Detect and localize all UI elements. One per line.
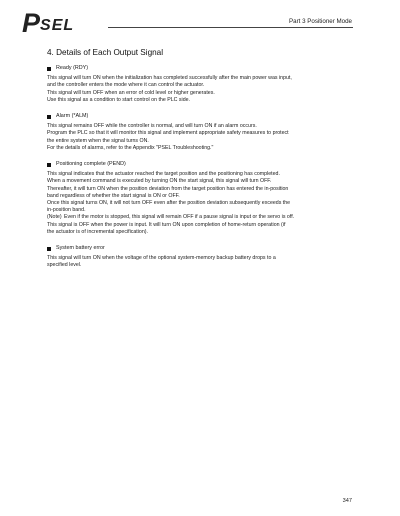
body-line: This signal is OFF when the power is input. It will turn ON upon completion of home-return operation (if bbox=[47, 221, 286, 228]
section-header: Part 3 Positioner Mode bbox=[289, 18, 352, 25]
square-bullet-icon bbox=[47, 163, 51, 167]
body-line: in-position band. bbox=[47, 207, 86, 214]
note-label: (Note) bbox=[47, 214, 62, 221]
item-heading bbox=[47, 65, 359, 72]
item-title: System battery error bbox=[56, 245, 105, 252]
item-ready bbox=[47, 65, 359, 104]
square-bullet-icon bbox=[47, 67, 51, 71]
item-alarm bbox=[47, 113, 359, 152]
item-positioning-complete bbox=[47, 161, 359, 236]
body-line: and the controller enters the mode where it can control the actuator. bbox=[47, 82, 205, 89]
body-line: Program the PLC so that it will monitor this signal and implement appropriate safety measures to protect bbox=[47, 130, 289, 137]
document-body bbox=[47, 65, 359, 279]
item-title: Ready (RDY) bbox=[56, 65, 89, 71]
body-line: This signal will turn ON when the initialization has completed successfully after the main power was input, bbox=[47, 75, 292, 82]
body-line: Once this signal turns ON, it will not turn OFF even after the position deviation subsequently exceeds the bbox=[47, 200, 291, 207]
body-line: band regardless of whether the start signal is ON or OFF. bbox=[47, 192, 180, 199]
item-heading bbox=[47, 245, 359, 252]
logo-letters-sel: SEL bbox=[40, 17, 75, 34]
body-line: specified level. bbox=[47, 262, 82, 269]
body-line: Thereafter, it will turn ON when the position deviation from the target position has entered the in-position bbox=[47, 185, 289, 192]
note-text: Even if the motor is stopped, this signal will remain OFF if a pause signal is input or the servo is off. bbox=[64, 214, 295, 221]
body-line: This signal indicates that the actuator reached the target position and the positioning has completed. bbox=[47, 171, 280, 178]
note bbox=[47, 214, 359, 221]
body-line: This signal will turn OFF when an error of cold level or higher generates. bbox=[47, 89, 215, 96]
body-line: This signal will turn ON when the voltage of the optional system-memory backup battery drops to a bbox=[47, 255, 276, 262]
body-line: Use this signal as a condition to start control on the PLC side. bbox=[47, 96, 190, 103]
body-line: the actuator is of incremental specification). bbox=[47, 228, 148, 235]
square-bullet-icon bbox=[47, 115, 51, 119]
header-divider bbox=[108, 27, 353, 28]
body-line: For the details of alarms, refer to the Appendix "PSEL Troubleshooting." bbox=[47, 144, 214, 151]
square-bullet-icon bbox=[47, 247, 51, 251]
body-line: When a movement command is executed by turning ON the start signal, this signal will turn OFF. bbox=[47, 178, 272, 185]
body-line: This signal remains OFF while the controller is normal, and will turn ON if an alarm occurs. bbox=[47, 123, 257, 130]
page-number: 347 bbox=[342, 498, 352, 504]
item-title: Positioning complete (PEND) bbox=[56, 161, 126, 168]
item-system-battery-error bbox=[47, 245, 359, 270]
item-title: Alarm (*ALM) bbox=[56, 113, 89, 120]
body-line: the entire system when the signal turns ON. bbox=[47, 137, 149, 144]
item-heading bbox=[47, 113, 359, 120]
psel-logo bbox=[22, 8, 74, 39]
section-title: 4. Details of Each Output Signal bbox=[47, 48, 164, 57]
item-heading bbox=[47, 161, 359, 168]
logo-letter-p: P bbox=[22, 8, 41, 38]
